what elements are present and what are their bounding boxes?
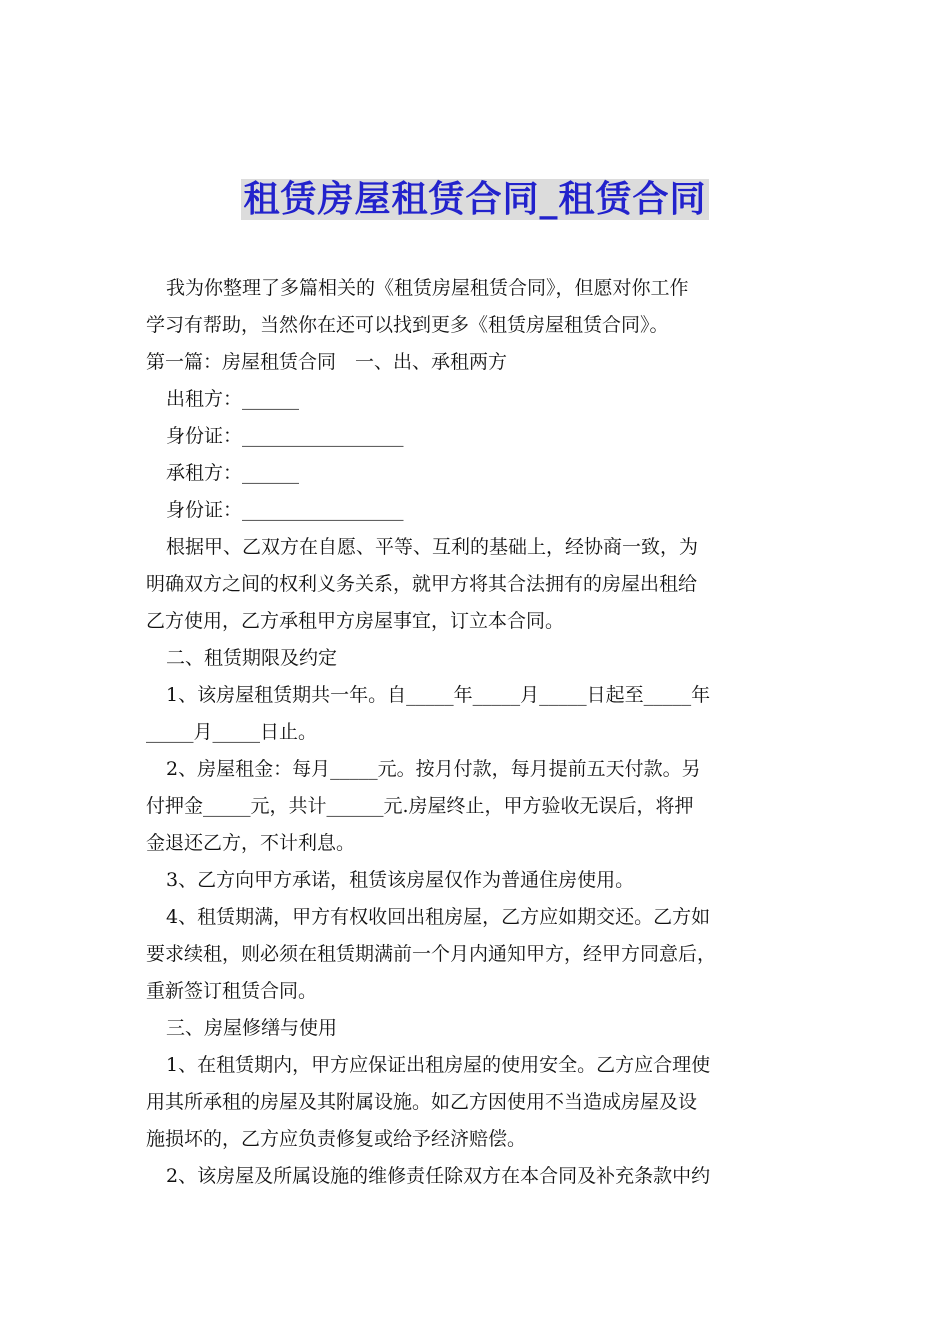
- paragraph-line: 出租方：______: [166, 388, 300, 410]
- paragraph-line: 重新签订租赁合同。: [146, 980, 318, 1002]
- document-title: [0, 176, 950, 224]
- document-body: [146, 270, 826, 1195]
- paragraph-line: 2、该房屋及所属设施的维修责任除双方在本合同及补充条款中约: [166, 1165, 711, 1187]
- paragraph-line: 学习有帮助，当然你在还可以找到更多《租赁房屋租赁合同》。: [146, 314, 669, 336]
- paragraph-line: 三、房屋修缮与使用: [166, 1017, 338, 1039]
- paragraph-line: 承租方：______: [166, 462, 300, 484]
- paragraph-line: 1、该房屋租赁期共一年。自_____年_____月_____日起至_____年: [166, 684, 711, 706]
- paragraph-line: 3、乙方向甲方承诺，租赁该房屋仅作为普通住房使用。: [166, 869, 635, 891]
- paragraph-line: 用其所承租的房屋及其附属设施。如乙方因使用不当造成房屋及设: [146, 1091, 698, 1113]
- paragraph-line: 明确双方之间的权利义务关系，就甲方将其合法拥有的房屋出租给: [146, 573, 698, 595]
- paragraph-line: 乙方使用，乙方承租甲方房屋事宜，订立本合同。: [146, 610, 565, 632]
- paragraph-line: 1、在租赁期内，甲方应保证出租房屋的使用安全。乙方应合理使: [166, 1054, 711, 1076]
- paragraph-line: 施损坏的，乙方应负责修复或给予经济赔偿。: [146, 1128, 527, 1150]
- paragraph-line: 第一篇：房屋租赁合同 一、出、承租两方: [146, 351, 508, 373]
- paragraph-line: 根据甲、乙双方在自愿、平等、互利的基础上，经协商一致，为: [166, 536, 699, 558]
- paragraph-line: 身份证：_________________: [166, 499, 404, 521]
- paragraph-line: 付押金_____元，共计______元.房屋终止，甲方验收无误后，将押: [146, 795, 694, 817]
- document-title-text: 租赁房屋租赁合同_租赁合同: [243, 179, 707, 220]
- paragraph-line: 金退还乙方，不计利息。: [146, 832, 356, 854]
- paragraph-line: 我为你整理了多篇相关的《租赁房屋租赁合同》，但愿对你工作: [166, 277, 689, 299]
- paragraph-line: 2、房屋租金：每月_____元。按月付款，每月提前五天付款。另: [166, 758, 701, 780]
- paragraph-line: _____月_____日止。: [146, 721, 318, 743]
- paragraph-line: 身份证：_________________: [166, 425, 404, 447]
- paragraph-line: 4、租赁期满，甲方有权收回出租房屋，乙方应如期交还。乙方如: [166, 906, 711, 928]
- paragraph-line: 二、租赁期限及约定: [166, 647, 338, 669]
- paragraph-line: 要求续租，则必须在租赁期满前一个月内通知甲方，经甲方同意后，: [146, 943, 717, 965]
